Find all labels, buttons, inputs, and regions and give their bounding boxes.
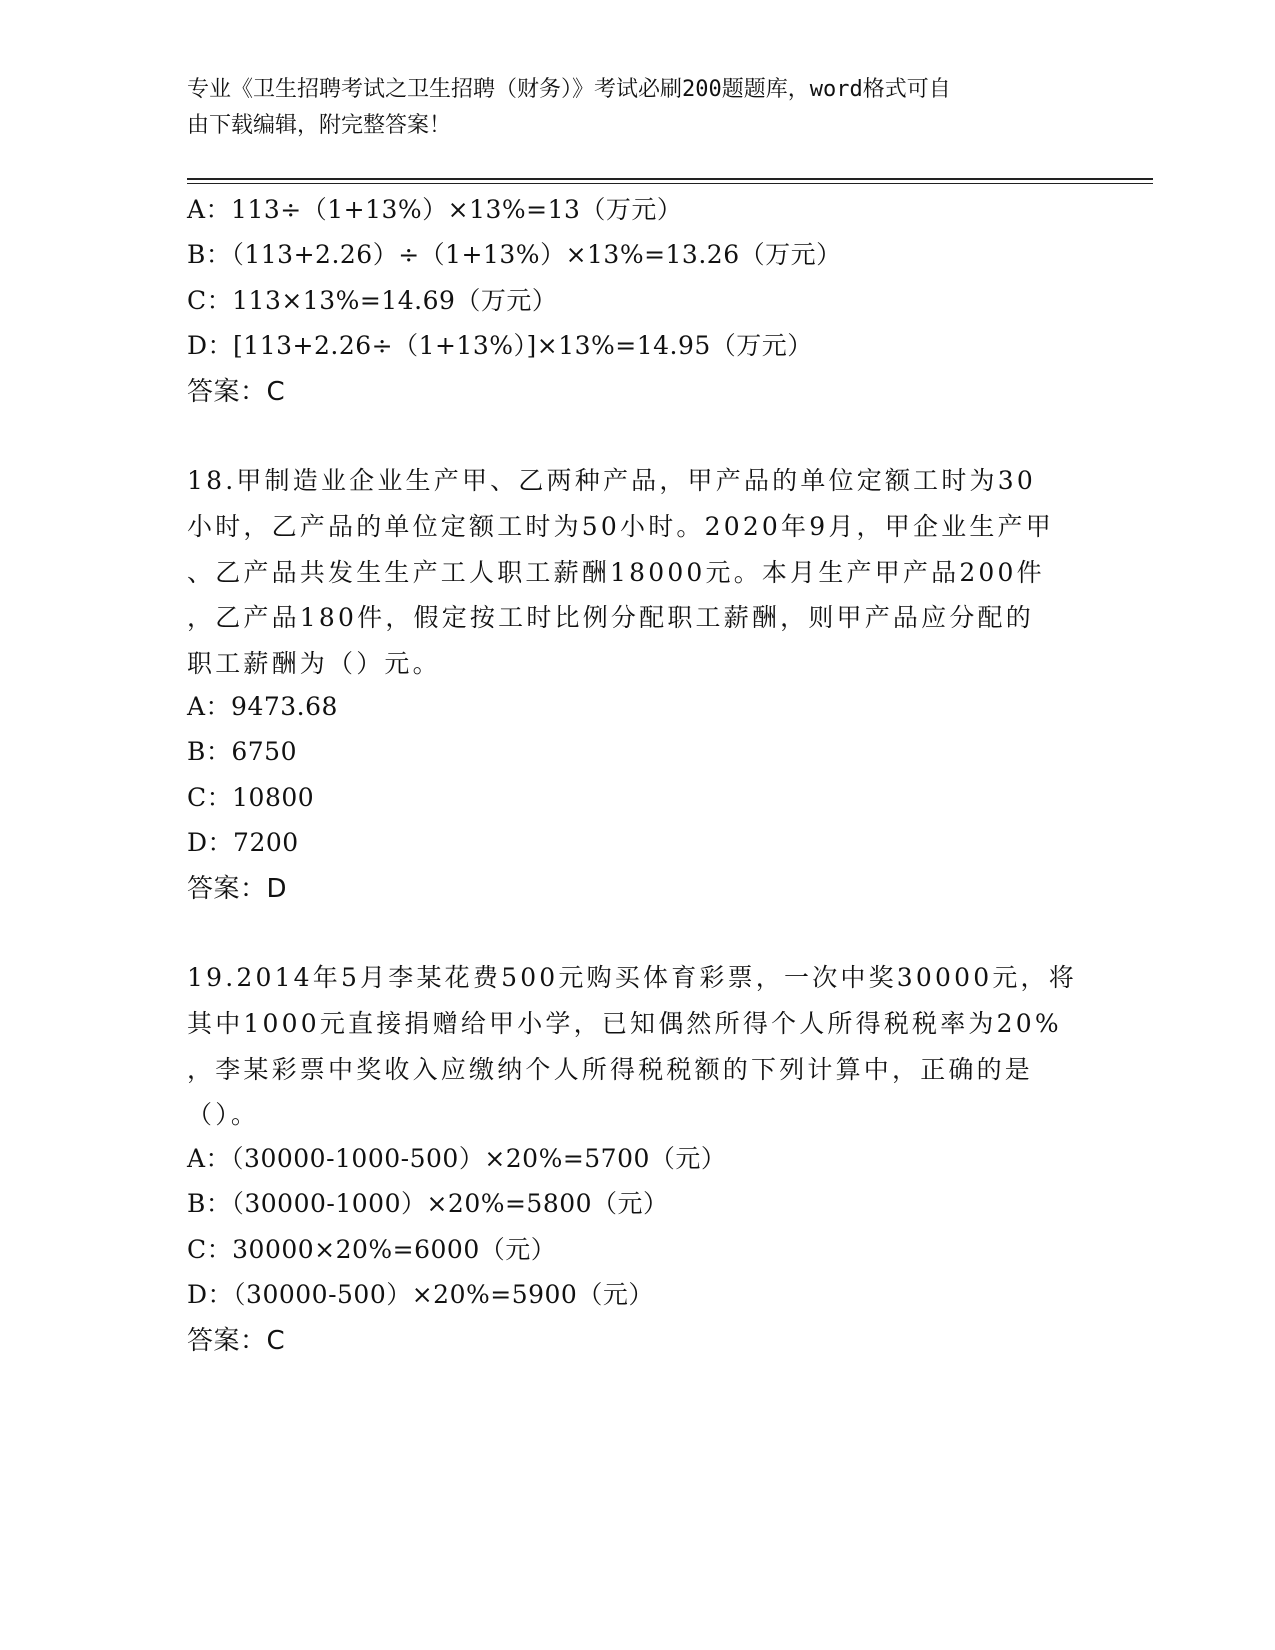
header-rule-thick [187,178,1153,180]
q18-text [187,458,1087,687]
q17-option-a: A：113÷（1+13%）×13%=13（万元） [187,195,683,224]
q18-option-a: A：9473.68 [187,692,338,721]
q17-option-b: B：（113+2.26）÷（1+13%）×13%=13.26（万元） [187,240,842,269]
q18-option-b: B：6750 [187,737,297,766]
header-title-line-1: 专业《卫生招聘考试之卫生招聘（财务）》考试必刷200题题库，word格式可自 [187,77,951,102]
q18-answer: 答案：D [187,874,288,904]
document-header [187,72,1067,144]
q17-option-d: D：[113+2.26÷（1+13%）]×13%=14.95（万元） [187,331,813,360]
q19-text-line-3: ，李某彩票中奖收入应缴纳个人所得税税额的下列计算中，正确的是 [187,1054,1034,1084]
header-rule-thin [187,183,1153,184]
q19-option-b: B：（30000-1000）×20%=5800（元） [187,1189,669,1218]
q19-text-line-2: 其中1000元直接捐赠给甲小学，已知偶然所得个人所得税税率为20% [187,1008,1062,1038]
q17-option-c: C：113×13%=14.69（万元） [187,286,558,315]
q18-option-c: C：10800 [187,783,315,812]
q18-option-d: D：7200 [187,828,299,857]
q19-text-line-1: 19.2014年5月李某花费500元购买体育彩票，一次中奖30000元，将 [187,963,1077,992]
q18-text-line-1: 18.甲制造业企业生产甲、乙两种产品，甲产品的单位定额工时为30 [187,466,1036,495]
q18-text-line-2: 小时，乙产品的单位定额工时为50小时。2020年9月，甲企业生产甲 [187,511,1054,541]
q19-option-a: A：（30000-1000-500）×20%=5700（元） [187,1144,727,1173]
q19-option-d: D：（30000-500）×20%=5900（元） [187,1280,654,1309]
header-title-line-2: 由下载编辑，附完整答案！ [187,113,452,138]
q19-option-c: C：30000×20%=6000（元） [187,1235,557,1264]
q19-answer: 答案：C [187,1326,286,1356]
q17-answer: 答案：C [187,377,286,407]
q18-text-line-3: 、乙产品共发生生产工人职工薪酬18000元。本月生产甲产品200件 [187,557,1045,587]
q18-text-line-4: ，乙产品180件，假定按工时比例分配职工薪酬，则甲产品应分配的 [187,603,1034,633]
q19-text-line-4: （）。 [187,1100,260,1130]
q18-text-line-5: 职工薪酬为（）元。 [187,649,441,679]
q19-text [187,955,1087,1138]
